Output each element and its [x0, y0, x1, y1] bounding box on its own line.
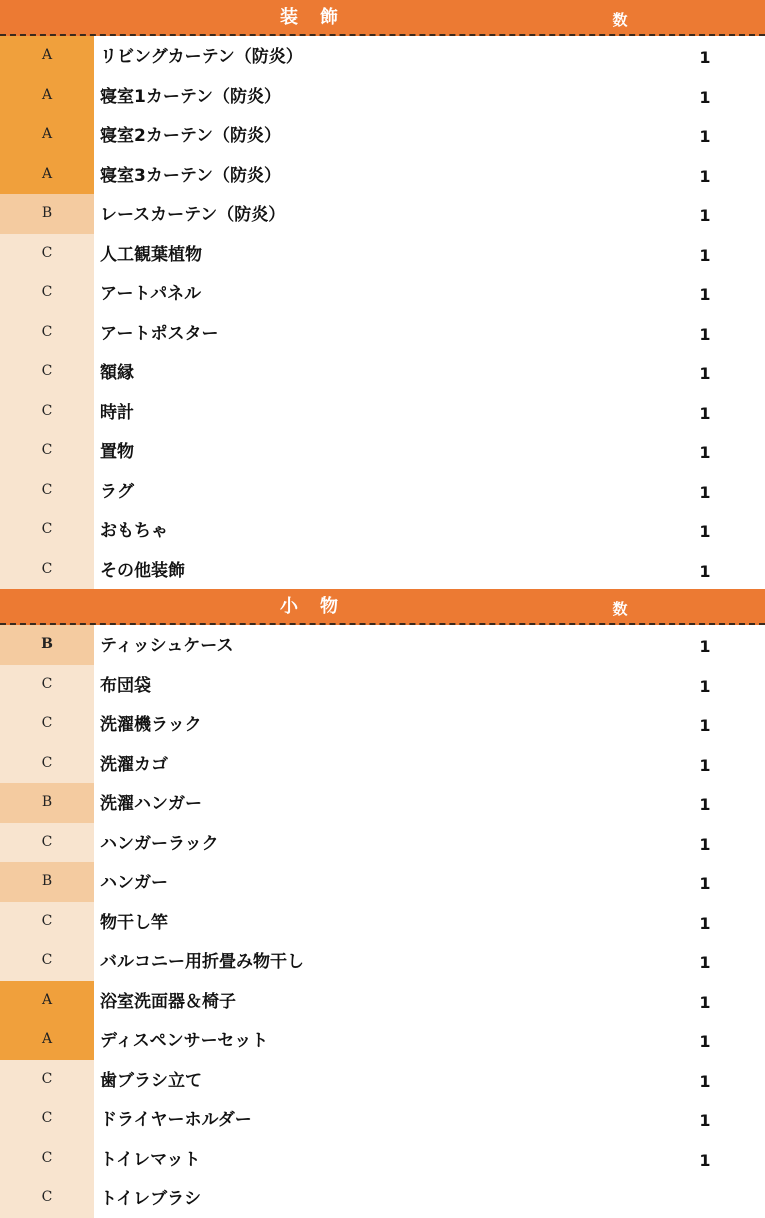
table-row [0, 115, 765, 155]
item-name: 洗濯機ラック [100, 715, 202, 735]
grade-cell: C [0, 902, 94, 942]
item-quantity: 1 [699, 1111, 711, 1130]
section-header [0, 0, 765, 36]
grade-cell: B [0, 783, 94, 823]
item-name: 物干し竿 [100, 912, 168, 933]
item-name: 時計 [100, 402, 134, 423]
table-row [0, 902, 765, 942]
table-row [0, 194, 765, 234]
table-row [0, 313, 765, 353]
grade-cell: B [0, 194, 94, 234]
count-header: 数 [612, 11, 628, 29]
table-row [0, 1099, 765, 1139]
grade-cell: C [0, 1060, 94, 1100]
section-header [0, 589, 765, 625]
grade-cell: C [0, 1139, 94, 1179]
item-quantity: 1 [699, 716, 711, 735]
table-row [0, 431, 765, 471]
item-name: 寝室3カーテン（防炎） [100, 165, 281, 186]
grade-cell: C [0, 665, 94, 705]
grade-cell: C [0, 392, 94, 432]
item-name: おもちゃ [100, 521, 168, 541]
grade-cell: C [0, 744, 94, 784]
table-row [0, 704, 765, 744]
table-row [0, 510, 765, 550]
grade-cell: C [0, 941, 94, 981]
item-name: トイレブラシ [100, 1189, 202, 1209]
item-name: 寝室2カーテン（防炎） [100, 126, 281, 146]
grade-cell: A [0, 36, 94, 76]
grade-cell: C [0, 704, 94, 744]
section-title: 装 飾 [280, 7, 340, 28]
item-quantity: 1 [699, 953, 711, 972]
item-quantity: 1 [699, 795, 711, 814]
grade-cell: C [0, 313, 94, 353]
item-quantity: 1 [699, 913, 711, 933]
grade-cell: C [0, 234, 94, 274]
grade-cell: C [0, 1178, 94, 1218]
grade-cell: A [0, 981, 94, 1021]
item-quantity: 1 [699, 1150, 711, 1170]
item-quantity: 1 [699, 166, 711, 186]
item-name: 布団袋 [100, 675, 151, 696]
grade-cell: B [0, 625, 94, 665]
table-row [0, 862, 765, 902]
grade-cell: A [0, 76, 94, 116]
grade-cell: C [0, 431, 94, 471]
table-row [0, 550, 765, 590]
grade-cell: C [0, 1099, 94, 1139]
section-0 [0, 0, 765, 589]
grade-cell: C [0, 550, 94, 590]
item-quantity: 1 [699, 992, 711, 1012]
item-quantity: 1 [699, 482, 711, 502]
table-row [0, 941, 765, 981]
table-row [0, 273, 765, 313]
item-name: ハンガー [100, 873, 168, 893]
item-quantity: 1 [699, 285, 711, 304]
item-quantity: 1 [699, 1032, 711, 1051]
item-quantity: 1 [699, 522, 711, 541]
table-row [0, 625, 765, 665]
table-row [0, 823, 765, 863]
grade-cell: C [0, 471, 94, 511]
item-name: ドライヤーホルダー [100, 1110, 252, 1130]
item-name: 浴室洗面器＆椅子 [100, 991, 236, 1012]
table-row [0, 1060, 765, 1100]
grade-cell: A [0, 1020, 94, 1060]
grade-cell: B [0, 862, 94, 902]
item-name: ラグ [100, 481, 134, 502]
item-name: レースカーテン（防炎） [100, 205, 286, 225]
item-name: アートパネル [100, 284, 202, 304]
grade-cell: A [0, 155, 94, 195]
table-row [0, 76, 765, 116]
table-row [0, 1139, 765, 1179]
item-name: アートポスター [100, 323, 219, 344]
grade-cell: C [0, 823, 94, 863]
item-name: その他装飾 [100, 560, 185, 581]
item-name: バルコニー用折畳み物干し [100, 952, 304, 972]
item-name: トイレマット [100, 1149, 201, 1170]
item-name: ディスペンサーセット [100, 1031, 269, 1051]
item-quantity: 1 [699, 561, 711, 581]
table-row [0, 352, 765, 392]
item-quantity: 1 [699, 443, 711, 462]
item-quantity: 1 [699, 206, 711, 225]
table-row [0, 155, 765, 195]
count-header: 数 [612, 600, 628, 618]
item-name: ハンガーラック [100, 833, 219, 854]
item-quantity: 1 [699, 324, 711, 344]
table-row [0, 744, 765, 784]
item-quantity: 1 [699, 245, 711, 265]
item-quantity: 1 [699, 127, 711, 146]
table-row [0, 234, 765, 274]
item-name: 額縁 [100, 363, 134, 383]
item-name: 洗濯ハンガー [100, 794, 202, 814]
item-name: 洗濯カゴ [100, 754, 168, 775]
section-title: 小 物 [280, 596, 340, 617]
item-name: 歯ブラシ立て [100, 1070, 202, 1091]
item-quantity: 1 [699, 874, 711, 893]
item-quantity: 1 [699, 403, 711, 423]
table-row [0, 981, 765, 1021]
item-name: リビングカーテン（防炎） [100, 47, 303, 67]
table-row [0, 1020, 765, 1060]
item-name: ティッシュケース [100, 636, 234, 656]
table-row [0, 36, 765, 76]
item-quantity: 1 [699, 364, 711, 383]
item-quantity: 1 [699, 637, 711, 656]
grade-cell: C [0, 273, 94, 313]
table-row [0, 665, 765, 705]
item-quantity: 1 [699, 676, 711, 696]
section-1 [0, 589, 765, 1218]
table-row [0, 1178, 765, 1218]
table-row [0, 471, 765, 511]
item-quantity: 1 [699, 87, 711, 107]
item-quantity: 1 [699, 1071, 711, 1091]
grade-cell: A [0, 115, 94, 155]
item-quantity: 1 [699, 755, 711, 775]
item-name: 人工観葉植物 [100, 244, 202, 265]
item-name: 寝室1カーテン（防炎） [100, 86, 281, 107]
grade-cell: C [0, 352, 94, 392]
item-name: 置物 [100, 442, 134, 462]
table-row [0, 783, 765, 823]
grade-cell: C [0, 510, 94, 550]
item-quantity: 1 [699, 834, 711, 854]
table-row [0, 392, 765, 432]
item-quantity: 1 [699, 48, 711, 67]
